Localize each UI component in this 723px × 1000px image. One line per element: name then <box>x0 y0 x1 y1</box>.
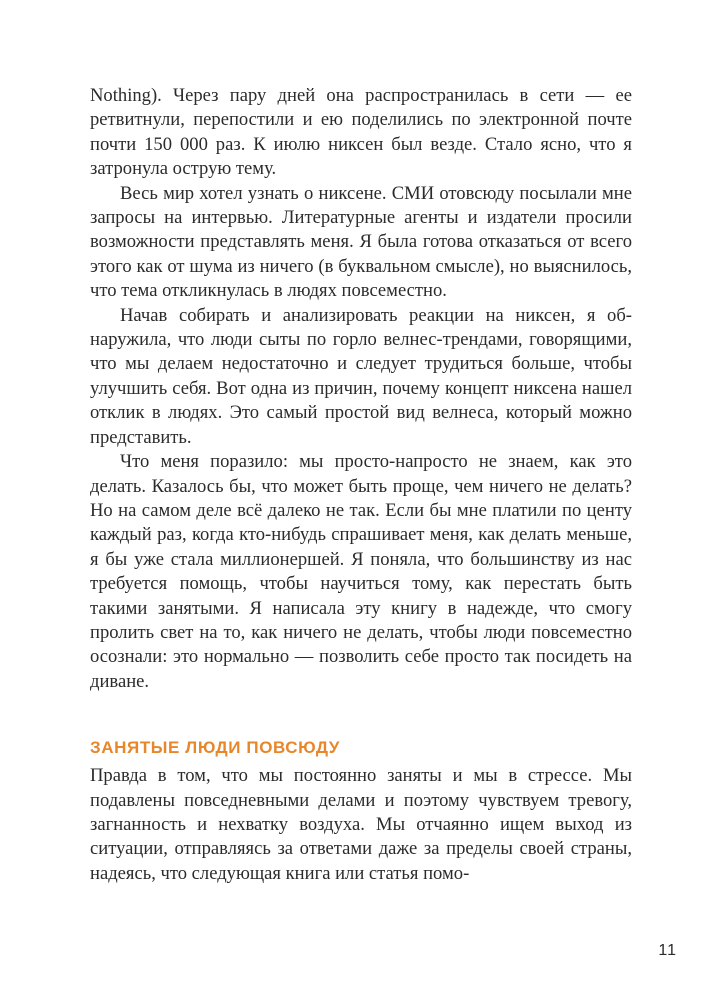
paragraph-doing-nothing: Что меня поразило: мы просто-напросто не знаем, как это делать. Казалось бы, что может быть проще, чем ничего не делать? Но на самом деле всё далеко не так. Если бы мне платили по центу каждый раз, когда кто-нибудь спрашивает меня, как делать меньше, я бы уже стала миллионершей. Я поняла, что большинству из нас требуется помощь, чтобы научиться тому, как перестать быть такими занятыми. Я написала эту книгу в надежде, что смогу пролить свет на то, как ничего не делать, чтобы люди повсеместно осознали: это нормально — позволить себе просто так посидеть на диване. <box>90 451 632 692</box>
page-number: 11 <box>658 942 677 959</box>
paragraph-busy-people: Правда в том, что мы постоянно заняты и мы в стрессе. Мы подавлены повседневными делами и поэтому чувствуем тревогу, загнанность и нехватку воздуха. Мы отчаянно ищем выход из ситуации, отправляясь за ответами даже за пределы своей страны, надеясь, что следующая книга или статья помо- <box>90 765 632 884</box>
book-page-text <box>90 84 632 886</box>
paragraph-wellness-trends: Начав собирать и анализировать реакции на никсен, я обнаружила, что люди сыты по горло велнес-трендами, говорящими, что мы делаем недостаточно и следует трудиться больше, чтобы улучшить себя. Вот одна из причин, почему концепт никсена нашел отклик в людях. Это самый простой вид велнеса, который можно представить. <box>90 304 632 448</box>
section-heading: ЗАНЯТЫЕ ЛЮДИ ПОВСЮДУ <box>90 738 340 758</box>
paragraph-media-interest: Весь мир хотел узнать о никсене. СМИ отовсюду посылали мне запросы на интервью. Литературные агенты и издатели просили возможности представлять меня. Я была готова отказаться от всего этого как от шума из ничего (в буквальном смысле), но выяснилось, что тема откликнулась в людях повсеместно. <box>90 182 632 302</box>
paragraph-continuation: Nothing). Через пару дней она распространилась в сети — ее ретвитнули, перепостили и ею поделились по электронной почте почти 150 000 раз. К июлю никсен был везде. Стало ясно, что я затронула острую тему. <box>90 85 632 180</box>
